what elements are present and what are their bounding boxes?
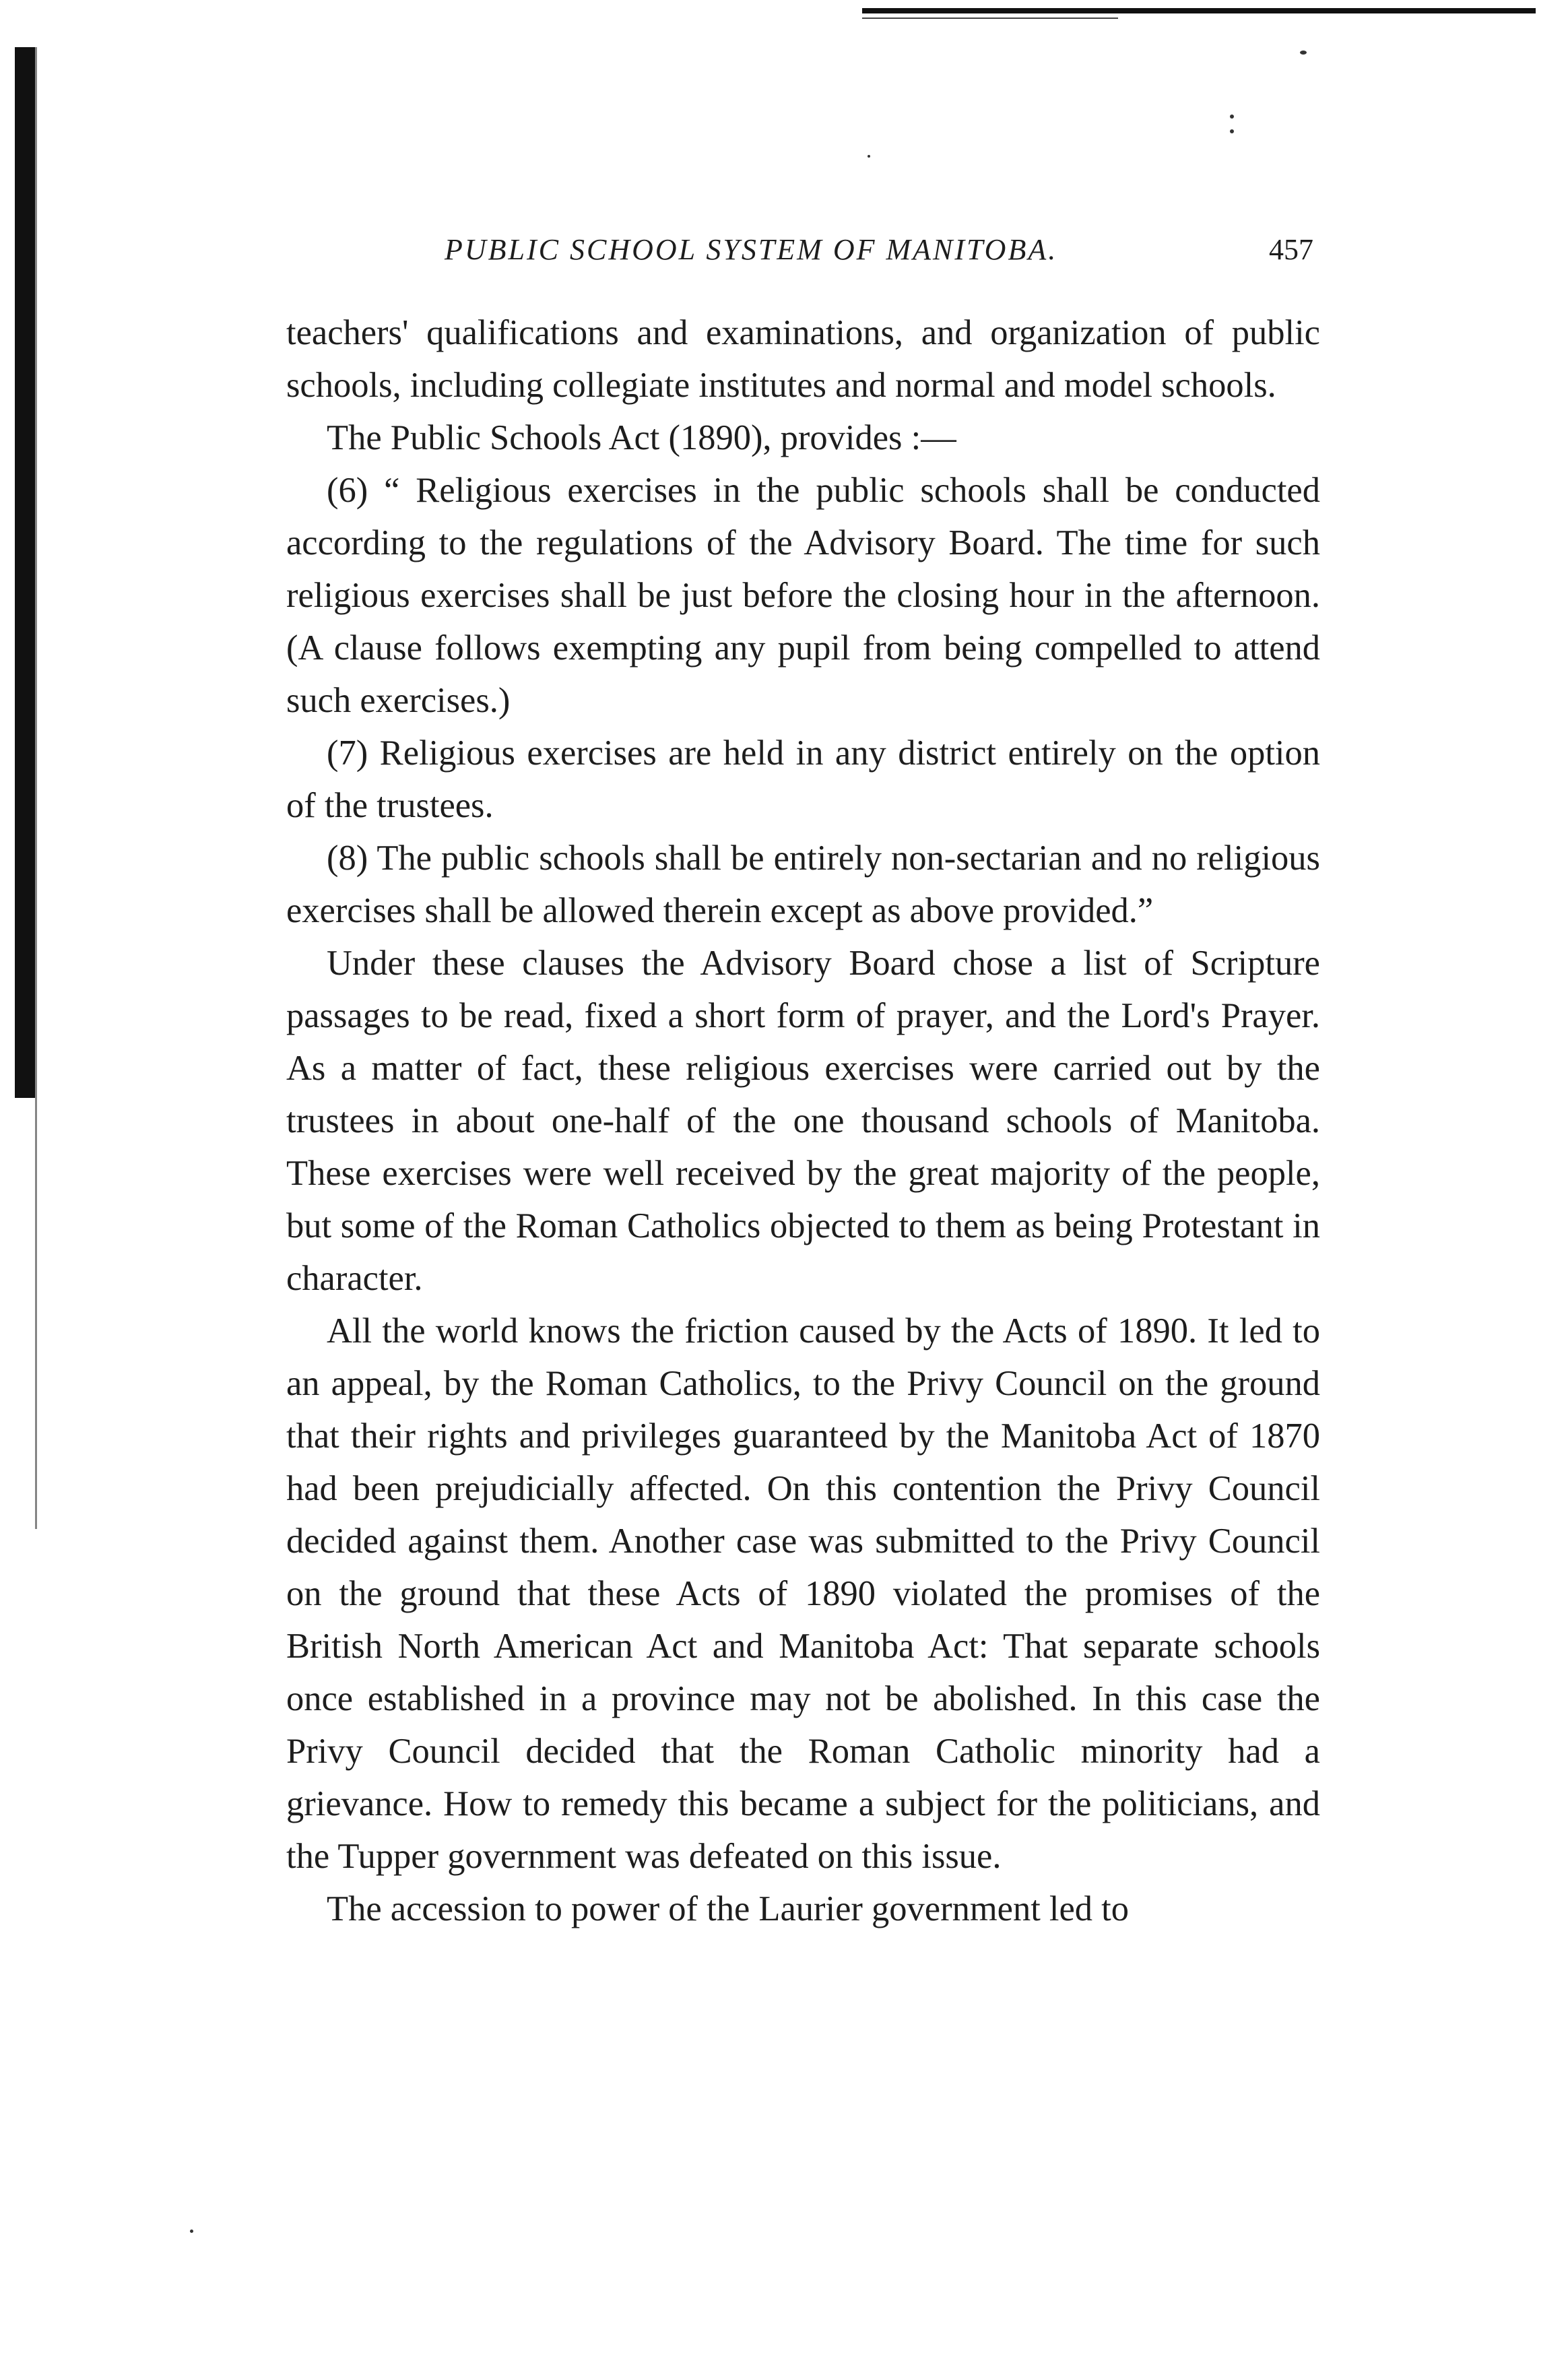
- scan-shadow-top: [862, 8, 1536, 13]
- paragraph-clause-6: (6) “ Religious exercises in the public schools shall be conducted according to the regulations of the Advisory Board. The time for such religious exercises shall be just before the closing hour in the afternoon. (A clause follows exempting any pupil from being compelled to attend such exercises.): [286, 471, 1320, 720]
- scan-speck: [1300, 51, 1307, 55]
- scan-speck: [190, 2230, 193, 2233]
- paragraph-clause-7: (7) Religious exercises are held in any district entirely on the option of the trustees.: [286, 734, 1320, 825]
- paragraph-clause-8: (8) The public schools shall be entirely non-sectarian and no religious exercises shall be allowed therein except as above provided.”: [286, 839, 1320, 930]
- body-text: [286, 306, 1320, 1935]
- page-number: 457: [1269, 233, 1313, 266]
- scan-line-left: [35, 47, 37, 1529]
- paragraph-continued: teachers' qualifications and examinations, and organization of public schools, including collegiate institutes and normal and model schools.: [286, 313, 1320, 405]
- paragraph-privy-council: All the world knows the friction caused by the Acts of 1890. It led to an appeal, by the Roman Catholics, to the Privy Council on the ground that their rights and privileges guaranteed by the Manitoba Act of 1870 had been prejudicially affected. On this contention the Privy Council decided against them. Another case was submitted to the Privy Council on the ground that these Acts of 1890 violated the promises of the British North American Act and Manitoba Act: That separate schools once established in a province may not be abolished. In this case the Privy Council decided that the Roman Catholic minority had a grievance. How to remedy this became a subject for the politicians, and the Tupper government was defeated on this issue.: [286, 1311, 1320, 1876]
- paragraph-laurier: The accession to power of the Laurier government led to: [327, 1889, 1130, 1928]
- paragraph-advisory-board: Under these clauses the Advisory Board chose a list of Scripture passages to be read, fixed a short form of prayer, and the Lord's Prayer. As a matter of fact, these religious exercises were carried out by the trustees in about one-half of the one thousand schools of Manitoba. These exercises were well received by the great majority of the people, but some of the Roman Catholics objected to them as being Protestant in character.: [286, 944, 1320, 1298]
- running-head: [445, 232, 1320, 273]
- scan-speck: [868, 155, 870, 158]
- scan-speck: [1230, 129, 1234, 133]
- scan-shadow-left: [15, 47, 35, 1098]
- running-title: PUBLIC SCHOOL SYSTEM OF MANITOBA.: [445, 233, 1058, 266]
- paragraph-act-intro: The Public Schools Act (1890), provides :—: [327, 418, 956, 457]
- scan-speck: [1230, 115, 1234, 119]
- scan-line-top: [862, 18, 1118, 19]
